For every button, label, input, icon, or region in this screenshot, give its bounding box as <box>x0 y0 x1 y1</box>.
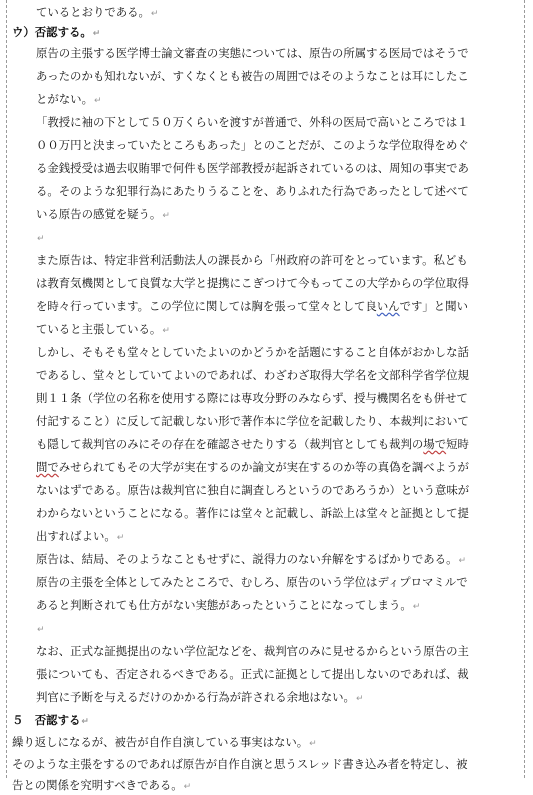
text-line <box>36 666 469 682</box>
text-line <box>36 344 469 360</box>
left-margin-guide <box>6 0 7 778</box>
line-text: る金銭授受は過去収賄罪で何件も医学部教授が起訴されているのは、周知の事実であ <box>36 161 469 175</box>
line-text: なお、正式な証拠提出のない学位記などを、裁判官のみに見せるからという原告の主 <box>36 644 469 658</box>
line-text: を時々行っています。この学位に関しては胸を張って堂々として良いんです」と聞い <box>36 299 468 313</box>
paragraph-mark-icon: ↵ <box>93 96 102 106</box>
paragraph-mark-icon: ↵ <box>92 29 101 39</box>
text-line <box>36 528 124 546</box>
text-line <box>36 160 469 176</box>
line-text: 繰り返しになるが、被告が自作自演している事実はない。 <box>12 735 309 749</box>
text-line <box>36 482 469 498</box>
line-text: 間でみせられてもその大学が実在するのか論文が実在するのか等の真偽を調べようが <box>36 460 469 474</box>
paragraph-mark-icon: ↵ <box>37 625 45 635</box>
paragraph-mark-icon: ↵ <box>162 326 170 336</box>
text-line <box>36 551 466 569</box>
paragraph-mark-icon: ↵ <box>412 602 421 612</box>
line-text: 原告は、結局、そのようなこともせずに、説得力のない弁解をするばかりである。 <box>36 552 458 566</box>
line-text: 「教授に袖の下として５０万くらいを渡すが普通で、外科の医局で高いところでは１ <box>36 115 469 129</box>
paragraph-mark-icon: ↵ <box>150 9 159 19</box>
text-line <box>36 68 469 84</box>
line-text: 告との関係を究明すべきである。 <box>12 778 183 792</box>
text-line <box>36 45 469 61</box>
paragraph-mark-icon: ↵ <box>37 234 45 244</box>
text-line <box>36 229 45 247</box>
paragraph-mark-icon: ↵ <box>183 782 192 792</box>
text-line <box>36 367 469 383</box>
line-text: ているとおりである。 <box>36 5 150 19</box>
line-text: いる原告の感覚を疑う。 <box>36 207 162 221</box>
line-text: あると判断されても仕方がない実態があったということになってしまう。 <box>36 598 412 612</box>
text-line <box>36 574 468 590</box>
text-line <box>36 390 468 406</box>
paragraph-mark-icon: ↵ <box>309 739 317 749</box>
text-line <box>36 459 469 475</box>
paragraph-mark-icon: ↵ <box>81 717 89 727</box>
line-text: であるし、堂々としていてよいのであれば、わざわざ取得大学名を文部科学省学位規 <box>36 368 469 382</box>
spellcheck-underline: 間で <box>36 460 59 474</box>
text-line <box>36 114 469 130</box>
text-line <box>12 777 191 795</box>
paragraph-mark-icon: ↵ <box>162 211 170 221</box>
text-line <box>36 206 170 224</box>
line-text: 張についても、否定されるべきである。正式に証拠として提出しないのであれば、裁 <box>36 667 469 681</box>
paragraph-mark-icon: ↵ <box>116 533 125 543</box>
spellcheck-underline: いん <box>376 299 400 313</box>
text-line <box>12 734 317 752</box>
line-text: 原告の主張を全体としてみたところで、むしろ、原告のいう学位はディプロマミルで <box>36 575 468 589</box>
text-line <box>36 91 102 109</box>
spellcheck-underline: 場で <box>423 437 447 451</box>
line-text: ００万円と決まっていたところもあった」とのことだが、このような学位取得をめぐ <box>36 138 469 152</box>
paragraph-mark-icon: ↵ <box>355 694 364 704</box>
line-text: 判官に予断を与えるだけのかかる行為が許される余地はない。 <box>36 690 355 704</box>
text-line <box>36 298 468 314</box>
text-line <box>36 4 158 22</box>
text-line <box>36 275 469 291</box>
text-line <box>36 689 364 707</box>
text-line <box>36 252 468 268</box>
text-line <box>36 643 469 659</box>
line-text: ５ 否認する <box>12 713 81 727</box>
line-text: また原告は、特定非営利活動法人の課長から「州政府の許可をとっています。私ども <box>36 253 468 267</box>
text-line <box>36 183 469 199</box>
paragraph-mark-icon: ↵ <box>458 556 467 566</box>
line-text: る。そのような犯罪行為にあたりうることを、ありふれた行為であったとして述べて <box>36 184 469 198</box>
line-text: ていると主張している。 <box>36 322 162 336</box>
line-text: 出すればよい。 <box>36 529 116 543</box>
line-text: 則１１条（学位の名称を使用する際には専攻分野のみならず、授与機関名をも併せて <box>36 391 468 405</box>
text-line <box>36 413 469 429</box>
text-line <box>36 620 45 638</box>
line-text: は教育気機関として良質な大学と提携にこぎつけて今もってこの大学からの学位取得 <box>36 276 469 290</box>
line-text: ないはずである。原告は裁判官に独自に調査しろというのであろうか）という意味が <box>36 483 470 497</box>
line-text: あったのかも知れないが、すくなくとも被告の周囲ではそのようなことは耳にしたこ <box>36 69 469 83</box>
line-text: 付記すること）に反して記載しない形で著作本に学位を記載したり、本裁判において <box>36 414 469 428</box>
line-text: とがない。 <box>36 92 93 106</box>
text-line <box>36 137 469 153</box>
text-line <box>36 505 469 521</box>
line-text: そのような主張をするのであれば原告が自作自演と思うスレッド書き込み者を特定し、被 <box>12 757 468 771</box>
right-margin-guide <box>524 0 525 778</box>
line-text: しかし、そもそも堂々としていたよいのかどうかを話題にすること自体がおかしな話 <box>36 345 469 359</box>
text-line <box>36 436 469 452</box>
text-line <box>36 597 420 615</box>
section-heading <box>12 712 89 730</box>
line-text: ウ）否認する。 <box>12 25 92 39</box>
line-text: 原告の主張する医学博士論文審査の実態については、原告の所属する医局ではそうで <box>36 46 469 60</box>
section-heading <box>12 24 100 42</box>
text-line <box>12 756 468 772</box>
line-text: わからないということになる。著作には堂々と記載し、訴訟上は堂々と証拠として提 <box>36 506 469 520</box>
text-line <box>36 321 170 339</box>
line-text: も隠して裁判官のみにその存在を確認させたりする（裁判官としても裁判の場で短時 <box>36 437 469 451</box>
